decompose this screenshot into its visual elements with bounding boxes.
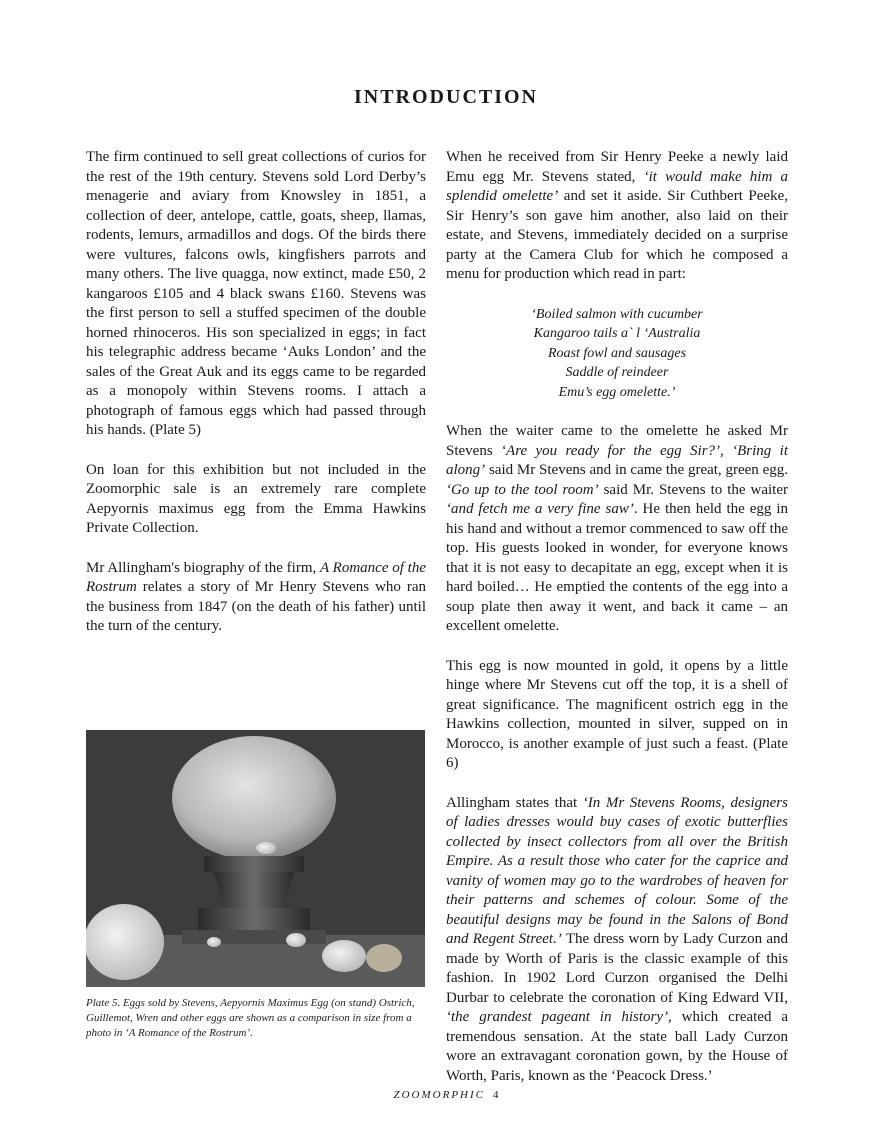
text-run: The dress worn by Lady Curzon and made by Worth of Paris is the classic example of this fashion. In 1902 Lord Curzon organised the Delhi Durbar to celebrate the coronation of King Edward VII, [446, 931, 788, 1006]
left-column [86, 148, 426, 657]
plate-5-caption: Plate 5. Eggs sold by Stevens, Aepyornis Maximus Egg (on stand) Ostrich, Guillemot, Wren and other eggs are shown as a comparison in size from a photo in ‘A Romance of the Rostrum’. [86, 997, 415, 1039]
quote: ‘In Mr Stevens Rooms, designers of ladies dresses would buy cases of exotic butterflies collected by insect collectors from all over the British Empire. As a result those who cater for the caprice and vanity of women may go to the wardrobes of heaven for their patterns and schemes of colour. Some of the beautiful designs may be found in the Salons of Bond and Regent Street.’ [446, 794, 788, 947]
text-run: and set it aside. Sir Cuthbert Peeke, Sir Henry’s son gave him another, also laid on their estate, and Stevens, immediately decided on a surprise party at the Camera Club for which he composed a menu for production which read in part: [446, 188, 788, 282]
quote: ‘Are you ready for the egg Sir?’, ‘Bring it along’ [446, 442, 788, 478]
quote: ‘the grandest pageant in history’, [446, 1009, 672, 1025]
text-run: When he received from Sir Henry Peeke a newly laid Emu egg Mr. Stevens stated, [446, 149, 788, 185]
page-title: INTRODUCTION [353, 86, 539, 108]
text-run: said Mr. Stevens to the waiter [598, 481, 788, 498]
page-number: 4 [493, 1089, 499, 1101]
quote: ‘Go up to the tool room’ [446, 481, 599, 498]
text-run: Mr Allingham's biography of the firm, [86, 559, 321, 576]
paragraph: This egg is now mounted in gold, it opens by a little hinge where Mr Stevens cut off the top, it is a shell of great significance. The magnificent ostrich egg in the Hawkins collection, mounted in silver, supped on in Morocco, is another example of just such a feast. (Plate 6) [446, 657, 788, 771]
quote: ‘it would make him a splendid omelette’ [446, 168, 788, 204]
text-run: said Mr Stevens and in came the great, green egg. [485, 462, 788, 478]
plate-5-photo [86, 730, 425, 987]
menu-item: Emu’s egg omelette.’ [558, 384, 676, 400]
right-column [446, 148, 788, 1106]
paragraph [446, 794, 788, 1087]
text-run: Allingham states that [446, 794, 583, 811]
page-footer [0, 1089, 892, 1101]
paragraph [446, 148, 788, 285]
text-run: When the waiter came to the omelette he asked Mr Stevens [446, 423, 788, 459]
menu-item: Saddle of reindeer [565, 365, 669, 380]
text-run: which created a tremendous sensation. At the state ball Lady Curzon wore an extravagant coronation gown, by the House of Worth, Paris, known as the ‘Peacock Dress.’ [446, 1009, 788, 1084]
text-run: . He then held the egg in his hand and without a tremor commenced to saw off the top. His guests looked in wonder, for everyone knows that it is not easy to decapitate an egg, except when it is hard boiled… He emptied the contents of the egg into a soup plate then away it went, and back it came – an excellent omelette. [446, 501, 789, 634]
eggs-photo-image [86, 730, 425, 987]
quote: ‘and fetch me a very fine saw’ [446, 501, 634, 517]
menu-item: Kangaroo tails a` l ‘Australia [533, 326, 701, 341]
menu-item: Roast fowl and sausages [547, 345, 687, 361]
paragraph [446, 422, 788, 637]
text-run: relates a story of Mr Henry Stevens who ran the business from 1847 (on the death of his father) until the turn of the century. [86, 579, 426, 634]
book-title: A Romance of the Rostrum [86, 559, 427, 595]
menu-list [446, 305, 788, 403]
paragraph: The firm continued to sell great collections of curios for the rest of the 19th century. Stevens sold Lord Derby’s menagerie and aviary from Knowsley in 1851, a collection of deer, antelope, cattle, goats, sheep, llamas, rodents, lemurs, armadillos and dogs. Of the birds there were vultures, falcons owls, kingfishers parrots and many others. The live quagga, now extinct, made £50, 2 kangaroos £105 and 4 black swans £160. Stevens was the first person to sell a stuffed specimen of the double horned rhinoceros. His son specialized in eggs; in fact his telegraphic address became ‘Auks London’ and the sales of the Great Auk and its eggs came to be regarded as a monopoly within Stevens rooms. I attach a photograph of famous eggs which had passed through his hands. (Plate 5) [86, 149, 426, 438]
paragraph: On loan for this exhibition but not included in the Zoomorphic sale is an extremely rare complete Aepyornis maximus egg from the Emma Hawkins Private Collection. [86, 461, 426, 536]
footer-brand: ZOOMORPHIC [393, 1089, 485, 1101]
paragraph [86, 559, 426, 637]
menu-item: ‘Boiled salmon with cucumber [531, 306, 703, 322]
